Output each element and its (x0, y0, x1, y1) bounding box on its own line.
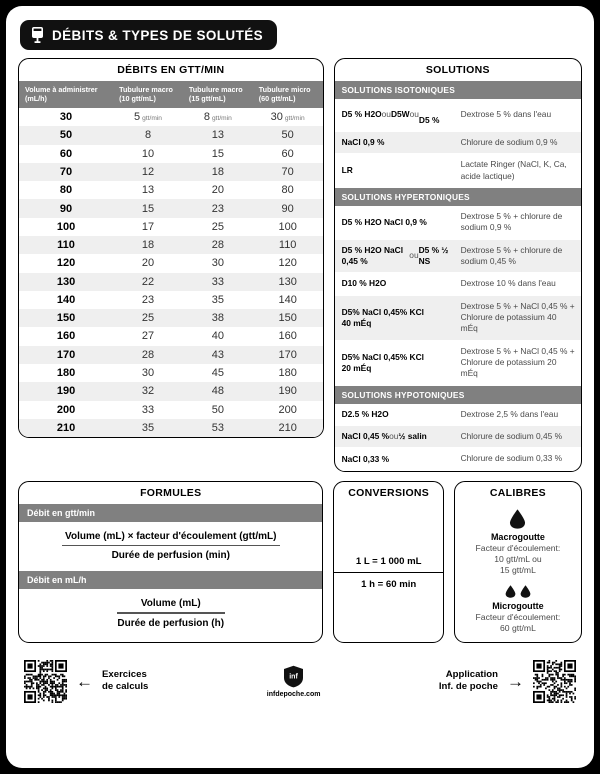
solution-row (335, 206, 581, 240)
table-cell-1: 20 (141, 257, 155, 270)
table-cell-3: 150 (253, 309, 323, 327)
footer-right[interactable] (439, 660, 576, 703)
qr-code-icon[interactable] (24, 660, 67, 703)
table-cell-0: 130 (19, 273, 113, 291)
solution-name: D5 % H2O NaCl 0,9 % (341, 216, 427, 227)
debits-table (19, 81, 323, 437)
footer-right-line2: Inf. de poche (438, 681, 498, 693)
solution-description: Dextrose 5 % + NaCl 0,45 % + Chlorure de potassium 40 mÉq (460, 300, 575, 334)
solution-name: D5% NaCl 0,45% KCl 20 mÉq (341, 351, 424, 373)
iv-bag-icon (30, 26, 45, 44)
calibre-description: Facteur d'écoulement: 10 gtt/mL ou 15 gtt/mL (475, 542, 561, 576)
table-cell-2: 40 (211, 330, 224, 343)
solution-description: Dextrose 5 % + NaCl 0,45 % + Chlorure de potassium 20 mÉq (460, 345, 575, 379)
table-cell-3: 170 (253, 346, 323, 364)
table-cell-1: 32 (113, 382, 183, 400)
formule-expression (19, 589, 322, 639)
table-cell-1: 15 (113, 199, 183, 217)
table-row (19, 199, 323, 217)
table-cell-2: 13 (183, 126, 253, 144)
solution-name: NaCl 0,45 % ou ½ salin (341, 431, 427, 442)
table-cell-1: 27 (141, 330, 155, 343)
debits-card (18, 58, 324, 438)
formule-expression (19, 522, 322, 572)
table-row (19, 401, 323, 419)
solution-row (335, 240, 581, 274)
table-cell-3: 210 (253, 419, 323, 437)
formules-blocks (19, 504, 322, 639)
table-cell-3: 80 (281, 184, 294, 197)
table-cell-0: 140 (56, 293, 76, 306)
table-cell-3: 140 (278, 293, 297, 306)
table-cell-1: 25 (113, 309, 183, 327)
table-cell-0: 200 (56, 403, 76, 416)
solution-name: NaCl 0,9 % (341, 137, 385, 148)
table-cell-2: 15 (211, 147, 224, 160)
table-cell-0: 30 (59, 111, 73, 124)
formule-numerator: Volume (mL) (140, 598, 201, 610)
solution-row (335, 296, 581, 341)
table-cell-0: 100 (56, 220, 76, 233)
calibres-title: CALIBRES (489, 486, 546, 499)
formules-card (18, 481, 323, 643)
table-cell-3: 50 (253, 126, 323, 144)
table-cell-2: 48 (183, 382, 253, 400)
solution-name: D5 % H2O ou D5W ou D5 % (341, 109, 440, 125)
footer-left[interactable] (24, 660, 148, 703)
table-cell-3: 120 (278, 257, 297, 270)
table-cell-2: 33 (183, 273, 253, 291)
formule-band: Débit en mL/h (19, 571, 322, 589)
table-row (19, 181, 323, 199)
conversions-body (334, 504, 442, 643)
footer-left-line2: de calculs (102, 681, 149, 693)
arrow-left-icon: ← (76, 671, 93, 691)
debits-col-header-0: Volume à administrer (mL/h) (19, 81, 113, 108)
formule-fraction-bar (117, 612, 225, 614)
debits-table-head (19, 81, 323, 108)
conversions-card (333, 481, 443, 643)
table-cell-2: 28 (183, 236, 253, 254)
qr-code-icon[interactable] (533, 660, 576, 703)
arrow-right-icon: → (506, 671, 524, 691)
table-cell-2: 43 (183, 346, 253, 364)
table-cell-0: 150 (19, 309, 113, 327)
table-cell-3: 100 (278, 220, 297, 233)
calibres-spacer (461, 576, 575, 583)
debits-col-header-1: Tubulure macro (10 gtt/mL) (113, 81, 183, 108)
debits-col-header-2: Tubulure macro (15 gtt/mL) (183, 81, 253, 108)
table-cell-2: 30 (211, 257, 224, 270)
table-cell-2: 53 (183, 419, 253, 437)
bottom-row (18, 481, 582, 643)
table-cell-0: 70 (19, 163, 113, 181)
table-cell-1: 28 (113, 346, 183, 364)
table-cell-3: 180 (278, 367, 297, 380)
footer-left-line1: Exercices (102, 668, 147, 680)
table-cell-2: 50 (211, 403, 224, 416)
table-cell-3: 130 (253, 273, 323, 291)
table-cell-1: 18 (113, 236, 183, 254)
solutions-list (335, 81, 581, 471)
table-cell-1: 23 (141, 293, 155, 306)
solution-description: Dextrose 2,5 % dans l'eau (460, 408, 559, 419)
formule-fraction-bar (62, 545, 280, 547)
svg-text:inf: inf (289, 673, 298, 681)
table-cell-3: 190 (253, 382, 323, 400)
table-cell-3: 90 (253, 199, 323, 217)
formules-title: FORMULES (140, 486, 202, 499)
solution-description: Chlorure de sodium 0,9 % (460, 136, 558, 147)
solution-name: D5% NaCl 0,45% KCl 40 mÉq (341, 306, 424, 328)
table-cell-1: 22 (113, 273, 183, 291)
solution-description: Lactate Ringer (NaCl, K, Ca, acide lactique) (460, 159, 567, 181)
table-cell-1: 5 gtt/min (134, 111, 162, 124)
footer-left-label (102, 669, 148, 694)
table-cell-1: 8 (113, 126, 183, 144)
footer-right-line1: Application (445, 668, 498, 680)
debits-col-header-3: Tubulure micro (60 gtt/mL) (253, 81, 323, 108)
table-row (19, 346, 323, 364)
debits-header-row (19, 81, 323, 108)
right-column (334, 58, 582, 472)
footer-site-label: infdepoche.com (266, 690, 321, 698)
conversion-item-time: 1 h = 60 min (334, 572, 442, 642)
table-cell-0: 160 (56, 330, 76, 343)
solution-name: D5 % H2O NaCl 0,45 % ou D5 % ½ NS (341, 244, 449, 266)
table-row (19, 327, 323, 345)
solution-row (335, 404, 581, 426)
card-sheet (6, 6, 594, 768)
calibres-card (454, 481, 582, 643)
conversions-title: CONVERSIONS (348, 486, 430, 499)
table-cell-0: 110 (19, 236, 113, 254)
solution-description: Dextrose 5 % + chlorure de sodium 0,45 % (460, 244, 563, 266)
formule-band: Débit en gtt/min (19, 504, 322, 522)
table-cell-0: 170 (19, 346, 113, 364)
conversion-item-volume: 1 L = 1 000 mL (355, 556, 422, 568)
table-row (19, 364, 323, 382)
calibres-body (455, 504, 581, 642)
table-row (19, 382, 323, 400)
footer-logo[interactable] (267, 665, 321, 698)
table-cell-0: 80 (59, 184, 73, 197)
calibre-name: Microgoutte (492, 601, 544, 612)
debits-title: DÉBITS EN GTT/MIN (117, 64, 225, 76)
table-cell-1: 33 (141, 403, 155, 416)
table-row (19, 145, 323, 163)
table-row (19, 309, 323, 327)
table-cell-2: 45 (211, 367, 224, 380)
solutions-title: SOLUTIONS (425, 64, 490, 76)
table-row (19, 236, 323, 254)
main-columns (18, 58, 582, 472)
solution-row (335, 448, 581, 470)
table-cell-1: 17 (141, 220, 155, 233)
solutions-card (334, 58, 582, 472)
table-cell-2: 35 (211, 293, 224, 306)
table-cell-3: 110 (253, 236, 323, 254)
table-cell-0: 180 (56, 367, 76, 380)
debits-table-body (19, 108, 323, 437)
table-cell-3: 200 (278, 403, 297, 416)
table-row (19, 126, 323, 144)
table-row (19, 254, 323, 272)
table-row (19, 291, 323, 309)
solution-row (335, 341, 581, 386)
solutions-group-header: SOLUTIONS HYPERTONIQUES (335, 188, 581, 206)
table-cell-0: 120 (56, 257, 76, 270)
formule-denominator: Durée de perfusion (h) (117, 617, 225, 629)
solution-row (335, 426, 581, 448)
page-title-badge (20, 20, 277, 50)
solution-description: Chlorure de sodium 0,33 % (460, 453, 563, 464)
table-cell-1: 12 (113, 163, 183, 181)
calibre-name: Macrogoutte (490, 531, 545, 542)
solution-name: D10 % H2O (341, 278, 387, 289)
microgoutte-drop-icon (461, 585, 575, 598)
table-cell-1: 13 (141, 184, 155, 197)
left-column (18, 58, 324, 438)
table-row (19, 218, 323, 236)
solution-row (335, 99, 581, 132)
inf-shield-logo-icon (267, 665, 321, 688)
table-cell-2: 25 (211, 220, 224, 233)
solution-row (335, 132, 581, 154)
table-row (19, 273, 323, 291)
solution-name: NaCl 0,33 % (341, 453, 390, 464)
solution-description: Dextrose 10 % dans l'eau (460, 278, 556, 289)
solution-name: D2.5 % H2O (341, 408, 389, 419)
table-cell-1: 30 (141, 367, 155, 380)
table-cell-3: 70 (253, 163, 323, 181)
table-cell-3: 160 (278, 330, 297, 343)
table-cell-2: 8 gtt/min (203, 111, 232, 124)
solution-description: Dextrose 5 % + chlorure de sodium 0,9 % (460, 210, 563, 233)
table-cell-1: 10 (141, 147, 155, 160)
solution-description: Dextrose 5 % dans l'eau (460, 109, 552, 120)
solutions-group-header: SOLUTIONS HYPOTONIQUES (335, 386, 581, 404)
table-cell-0: 90 (19, 199, 113, 217)
macrogoutte-drop-icon (461, 509, 575, 529)
table-cell-2: 23 (183, 199, 253, 217)
solution-row (335, 273, 581, 295)
footer (18, 650, 582, 703)
table-row (19, 419, 323, 437)
table-cell-3: 30 gtt/min (270, 111, 305, 124)
solution-row (335, 154, 581, 188)
page-title: DÉBITS & TYPES DE SOLUTÉS (52, 27, 264, 43)
solution-name: LR (341, 165, 353, 176)
solution-description: Chlorure de sodium 0,45 % (460, 431, 563, 441)
table-cell-0: 60 (59, 147, 73, 160)
calibre-description: Facteur d'écoulement: 60 gtt/mL (475, 612, 561, 634)
table-cell-3: 60 (281, 147, 294, 160)
table-cell-0: 210 (19, 419, 113, 437)
formule-denominator: Durée de perfusion (min) (111, 550, 230, 562)
solutions-group-header: SOLUTIONS ISOTONIQUES (335, 81, 581, 99)
formule-numerator: Volume (mL) × facteur d'écoulement (gtt/mL) (65, 530, 277, 542)
table-cell-0: 50 (19, 126, 113, 144)
table-row (19, 108, 323, 126)
table-cell-2: 38 (183, 309, 253, 327)
table-row (19, 163, 323, 181)
footer-right-label (439, 669, 498, 694)
table-cell-0: 190 (19, 382, 113, 400)
table-cell-2: 18 (183, 163, 253, 181)
table-cell-1: 35 (113, 419, 183, 437)
table-cell-2: 20 (211, 184, 224, 197)
